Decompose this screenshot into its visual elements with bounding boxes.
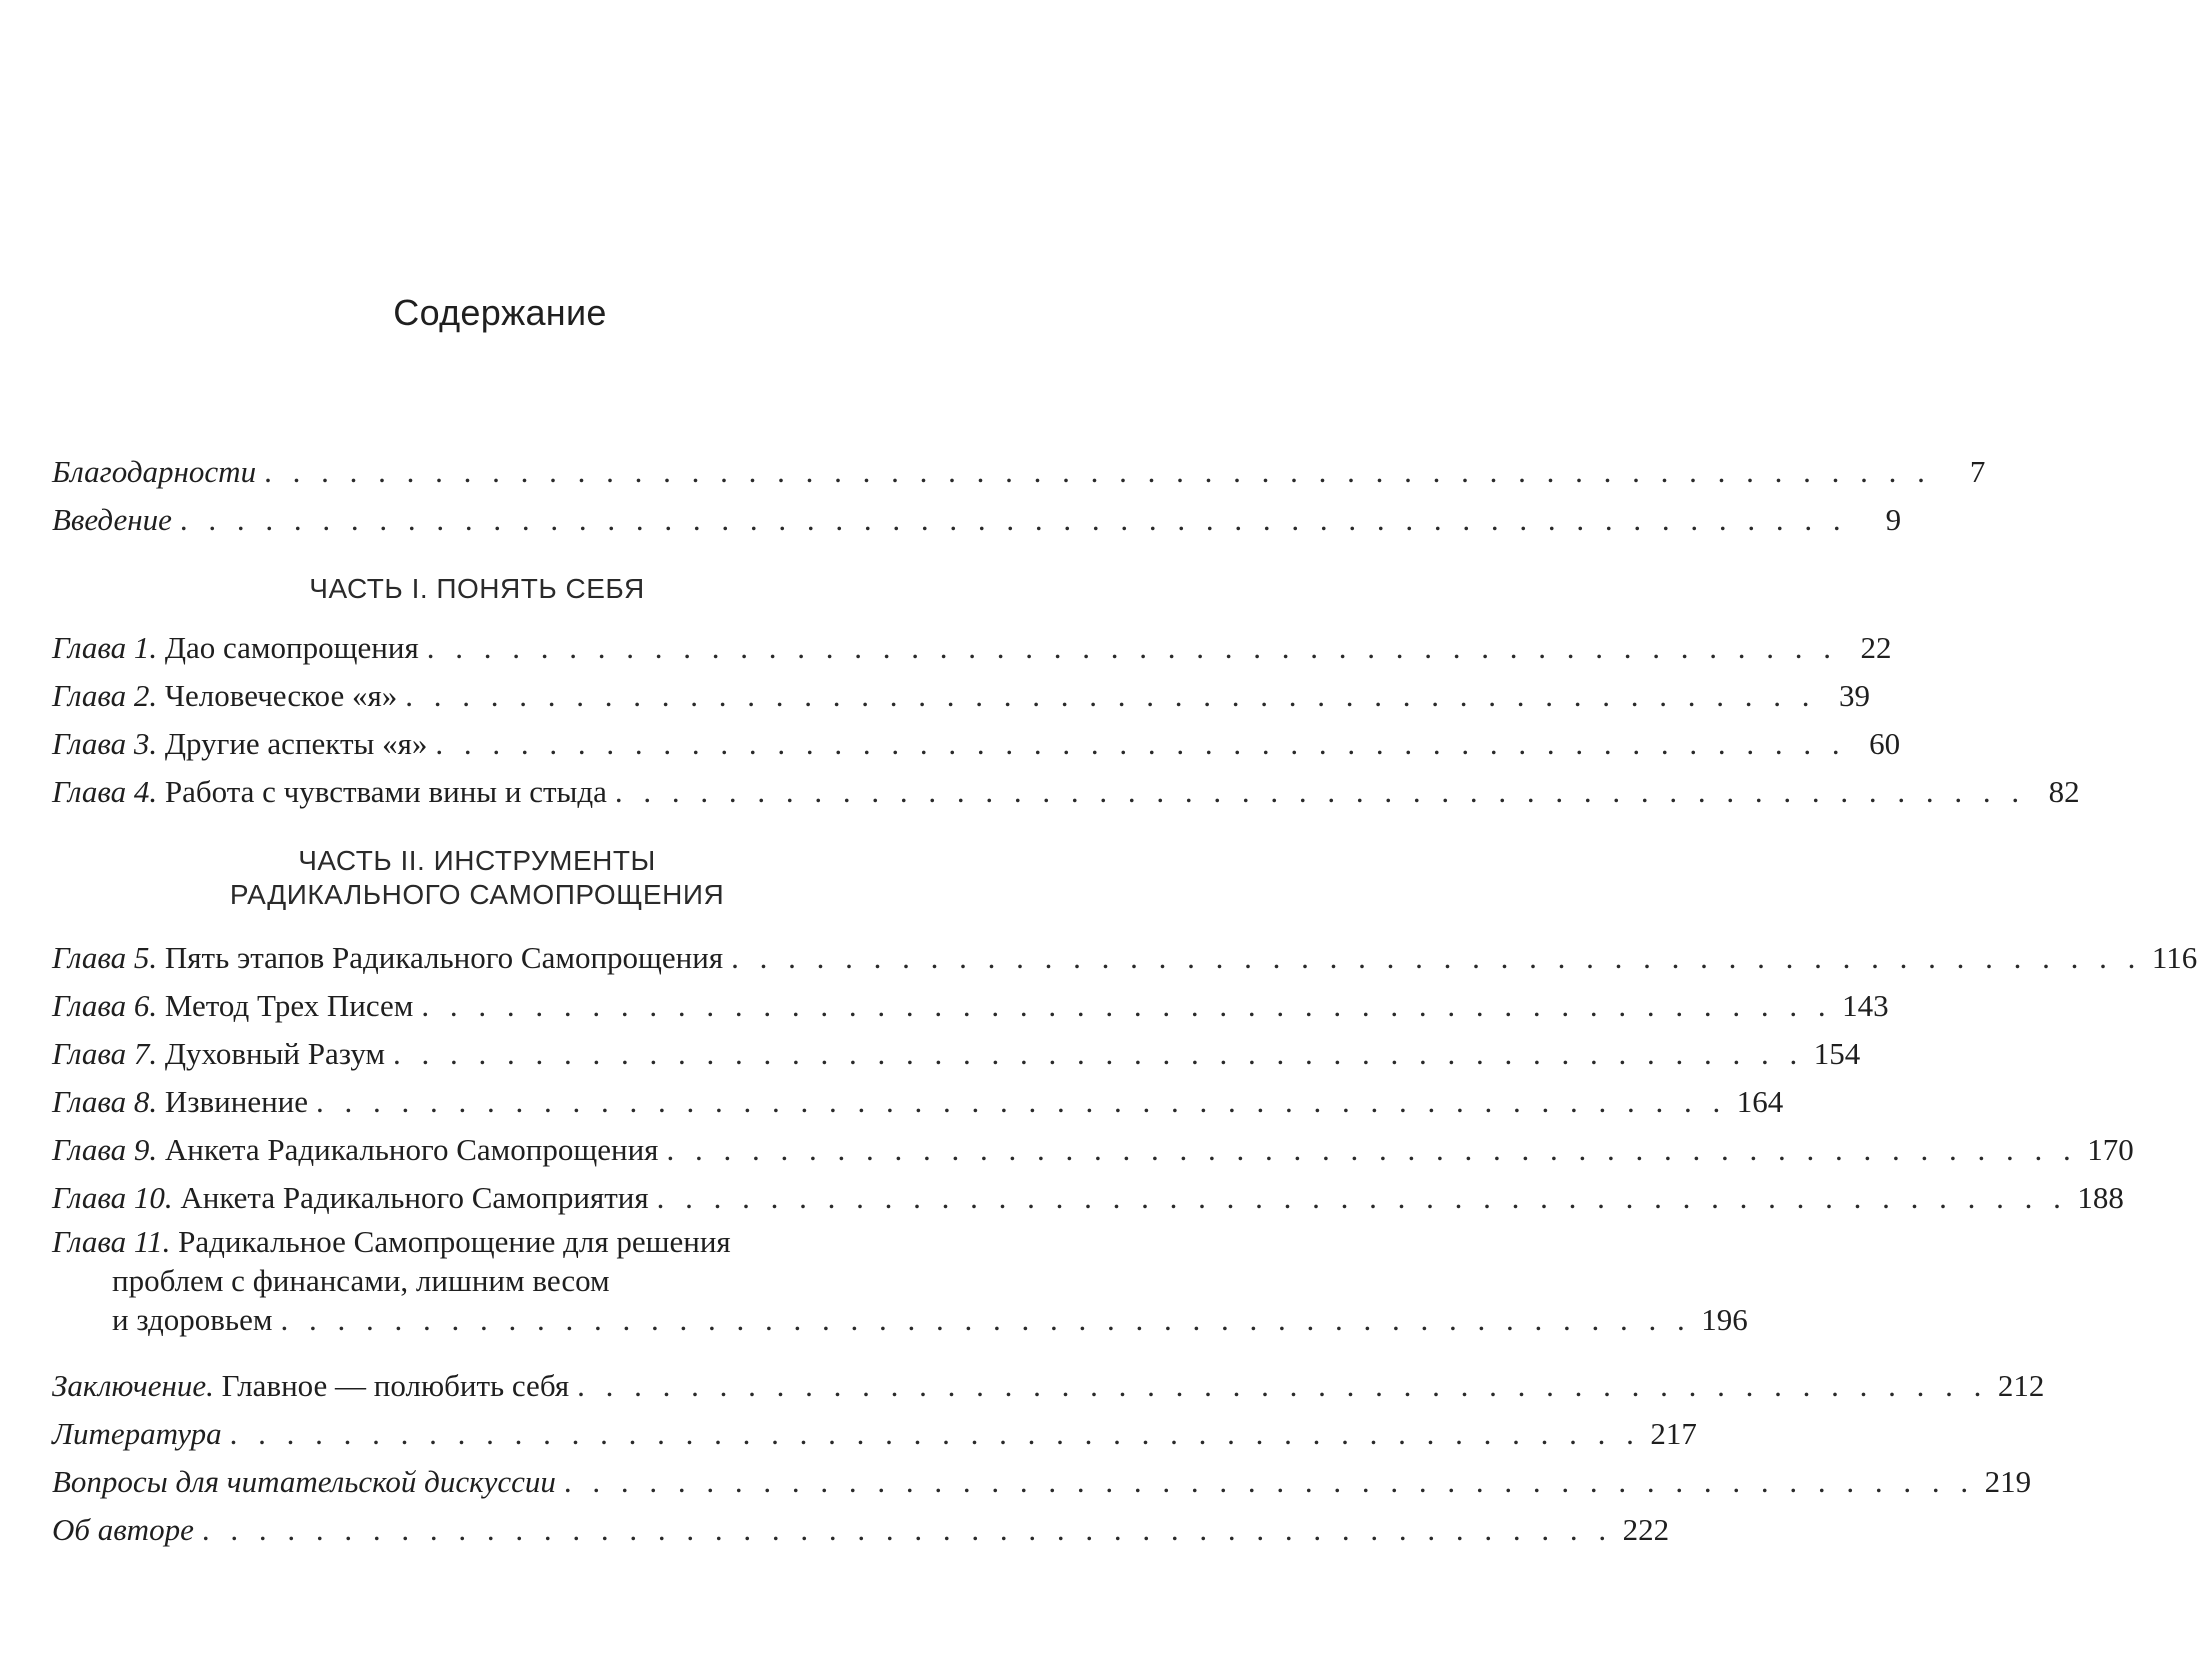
chapter-title: Человеческое «я» bbox=[157, 678, 398, 713]
chapter-prefix: Глава 6. bbox=[52, 988, 158, 1023]
entry-page-number: 222 bbox=[1622, 1512, 1670, 1547]
chapter-prefix: Глава 9. bbox=[52, 1132, 158, 1167]
dot-leader: . . . . . . . . . . . . . . . . . . . . . . . . . . . . . . . . . . . . . . . . . . . . . . . . . . bbox=[280, 1302, 1692, 1337]
toc-entry-chapter-1[interactable] bbox=[52, 624, 1892, 672]
chapter-prefix: Глава 11. bbox=[52, 1224, 171, 1259]
toc-entry-chapter-7[interactable] bbox=[52, 1030, 1861, 1078]
chapter-prefix: Глава 5. bbox=[52, 940, 158, 975]
entry-label: Об авторе bbox=[52, 1512, 194, 1547]
chapter-prefix: Глава 1. bbox=[52, 630, 158, 665]
part-1-heading: ЧАСТЬ I. ПОНЯТЬ СЕБЯ bbox=[309, 573, 645, 604]
dot-leader: . . . . . . . . . . . . . . . . . . . . . . . . . . . . . . . . . . . . . . . . . . . . . . . . . . bbox=[421, 988, 1833, 1023]
dot-leader: . . . . . . . . . . . . . . . . . . . . . . . . . . . . . . . . . . . . . . . . . . . . . . . . . . . . . . . . . . . bbox=[264, 454, 1932, 489]
entry-title: Главное — полюбить себя bbox=[213, 1368, 570, 1403]
part-2-heading-line-1: ЧАСТЬ II. ИНСТРУМЕНТЫ bbox=[298, 845, 656, 876]
dot-leader: . . . . . . . . . . . . . . . . . . . . . . . . . . . . . . . . . . . . . . . . . . . . . . . . . . bbox=[426, 630, 1838, 665]
toc-entry-chapter-8[interactable] bbox=[52, 1078, 1784, 1126]
chapter-title: Работа с чувствами вины и стыда bbox=[157, 774, 607, 809]
toc-entry-about-author[interactable] bbox=[52, 1506, 1670, 1554]
dot-leader: . . . . . . . . . . . . . . . . . . . . . . . . . . . . . . . . . . . . . . . . . . . . . . . . . . bbox=[405, 678, 1816, 713]
part-2-heading-line-2: РАДИКАЛЬНОГО САМОПРОЩЕНИЯ bbox=[229, 879, 725, 910]
entry-page-number: 22 bbox=[1860, 630, 1892, 665]
toc-entry-chapter-2[interactable] bbox=[52, 672, 1870, 720]
dot-leader: . . . . . . . . . . . . . . . . . . . . . . . . . . . . . . . . . . . . . . . . . . . . . . . . . . . . . . . . . . . bbox=[179, 502, 1848, 537]
entry-page-number: 212 bbox=[1997, 1368, 2045, 1403]
toc-entry-chapter-10[interactable] bbox=[52, 1174, 2124, 1222]
entry-page-number: 217 bbox=[1650, 1416, 1697, 1451]
dot-leader: . . . . . . . . . . . . . . . . . . . . . . . . . . . . . . . . . . . . . . . . . . . . . . . . . . bbox=[201, 1512, 1613, 1547]
dot-leader: . . . . . . . . . . . . . . . . . . . . . . . . . . . . . . . . . . . . . . . . . . . . . . . . . . bbox=[614, 774, 2026, 809]
chapter-title-line-2: проблем с финансами, лишним весом bbox=[112, 1263, 610, 1298]
chapter-title: Другие аспекты «я» bbox=[157, 726, 428, 761]
chapter-title: Пять этапов Радикального Самопрощения bbox=[157, 940, 724, 975]
chapter-prefix: Глава 4. bbox=[52, 774, 158, 809]
entry-page-number: 116 bbox=[2151, 940, 2197, 975]
toc-entry-chapter-11[interactable] bbox=[52, 1222, 1748, 1340]
toc-entry-literature[interactable] bbox=[52, 1410, 1697, 1458]
page-title: Содержание bbox=[393, 292, 607, 333]
entry-page-number: 82 bbox=[2048, 774, 2080, 809]
entry-page-number: 7 bbox=[1969, 454, 1986, 489]
entry-page-number: 143 bbox=[1842, 988, 1889, 1023]
chapter-title-line-3: и здоровьем bbox=[112, 1302, 273, 1337]
entry-page-number: 9 bbox=[1885, 502, 1902, 537]
chapter-prefix: Глава 8. bbox=[52, 1084, 158, 1119]
entry-page-number: 170 bbox=[2087, 1132, 2134, 1167]
chapter-prefix: Глава 2. bbox=[52, 678, 158, 713]
entry-page-number: 60 bbox=[1869, 726, 1901, 761]
chapter-title: Анкета Радикального Самопрощения bbox=[157, 1132, 659, 1167]
entry-page-number: 39 bbox=[1838, 678, 1870, 713]
dot-leader: . . . . . . . . . . . . . . . . . . . . . . . . . . . . . . . . . . . . . . . . . . . . . . . . . . bbox=[666, 1132, 2078, 1167]
entry-page-number: 219 bbox=[1984, 1464, 2032, 1499]
dot-leader: . . . . . . . . . . . . . . . . . . . . . . . . . . . . . . . . . . . . . . . . . . . . . . . . . . bbox=[731, 940, 2142, 975]
dot-leader: . . . . . . . . . . . . . . . . . . . . . . . . . . . . . . . . . . . . . . . . . . . . . . . . . . bbox=[563, 1464, 1975, 1499]
dot-leader: . . . . . . . . . . . . . . . . . . . . . . . . . . . . . . . . . . . . . . . . . . . . . . . . . . bbox=[577, 1368, 1988, 1403]
dot-leader: . . . . . . . . . . . . . . . . . . . . . . . . . . . . . . . . . . . . . . . . . . . . . . . . . . bbox=[316, 1084, 1727, 1119]
entry-page-number: 196 bbox=[1701, 1302, 1748, 1337]
dot-leader: . . . . . . . . . . . . . . . . . . . . . . . . . . . . . . . . . . . . . . . . . . . . . . . . . . bbox=[393, 1036, 1804, 1071]
chapter-title: Анкета Радикального Самоприятия bbox=[172, 1180, 649, 1215]
entry-label: Благодарности bbox=[52, 454, 257, 489]
chapter-title: Дао самопрощения bbox=[157, 630, 419, 665]
table-of-contents bbox=[52, 448, 2197, 1554]
chapter-prefix: Глава 10. bbox=[52, 1180, 173, 1215]
chapter-title: Извинение bbox=[157, 1084, 309, 1119]
entry-page-number: 188 bbox=[2077, 1180, 2124, 1215]
toc-entry-chapter-6[interactable] bbox=[52, 982, 1889, 1030]
entry-page-number: 164 bbox=[1736, 1084, 1784, 1119]
dot-leader: . . . . . . . . . . . . . . . . . . . . . . . . . . . . . . . . . . . . . . . . . . . . . . . . . . bbox=[435, 726, 1847, 761]
toc-entry-conclusion[interactable] bbox=[52, 1362, 2045, 1410]
dot-leader: . . . . . . . . . . . . . . . . . . . . . . . . . . . . . . . . . . . . . . . . . . . . . . . . . . bbox=[229, 1416, 1641, 1451]
toc-entry-introduction[interactable] bbox=[52, 496, 1902, 544]
entry-label: Литература bbox=[52, 1416, 222, 1451]
toc-entry-acknowledgments[interactable] bbox=[52, 448, 1986, 496]
chapter-title: Метод Трех Писем bbox=[157, 988, 414, 1023]
toc-entry-chapter-9[interactable] bbox=[52, 1126, 2134, 1174]
toc-entry-chapter-3[interactable] bbox=[52, 720, 1901, 768]
chapter-prefix: Глава 7. bbox=[52, 1036, 158, 1071]
entry-label: Вопросы для читательской дискуссии bbox=[52, 1464, 556, 1499]
entry-label: Введение bbox=[52, 502, 172, 537]
toc-entry-chapter-4[interactable] bbox=[52, 768, 2080, 816]
entry-page-number: 154 bbox=[1813, 1036, 1861, 1071]
dot-leader: . . . . . . . . . . . . . . . . . . . . . . . . . . . . . . . . . . . . . . . . . . . . . . . . . . bbox=[656, 1180, 2068, 1215]
toc-entry-chapter-5[interactable] bbox=[52, 934, 2197, 982]
chapter-title-line-1: Радикальное Самопрощение для решения bbox=[170, 1224, 731, 1259]
chapter-prefix: Глава 3. bbox=[52, 726, 158, 761]
toc-entry-discussion-questions[interactable] bbox=[52, 1458, 2032, 1506]
entry-prefix: Заключение. bbox=[52, 1368, 214, 1403]
chapter-title: Духовный Разум bbox=[157, 1036, 386, 1071]
